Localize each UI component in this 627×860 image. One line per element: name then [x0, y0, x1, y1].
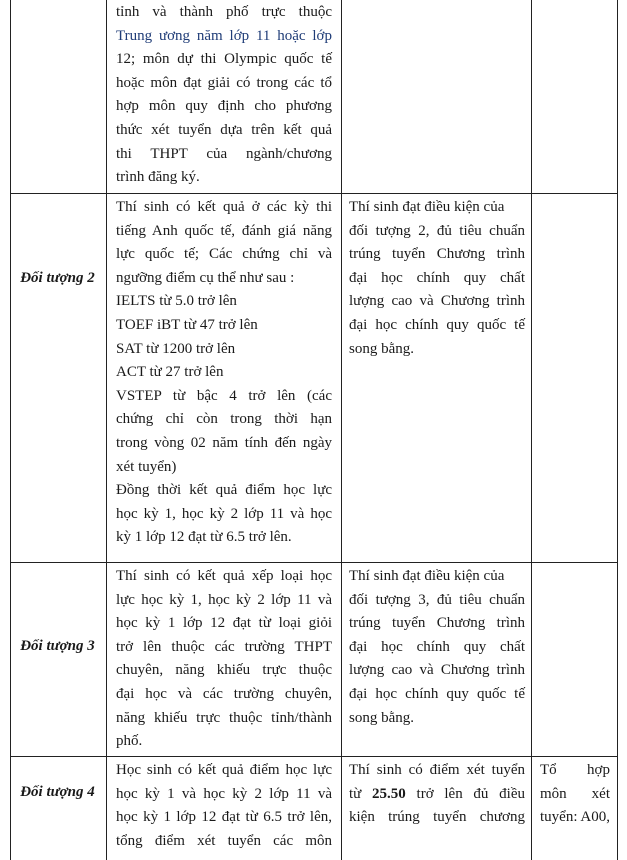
row1-criteria — [116, 1, 332, 190]
row-divider-3 — [10, 756, 617, 757]
row4-result — [349, 759, 525, 830]
table-border-col3 — [531, 0, 532, 860]
text-line: trình đăng ký. — [116, 169, 200, 186]
text-line: Học sinh có kết quả điểm học lực — [116, 762, 332, 778]
text-line: trở lên thuộc các trường THPT — [116, 638, 332, 655]
text-line: lực học kỳ 1, học kỳ 2 lớp 11 và — [116, 591, 332, 608]
text-line: IELTS từ 5.0 trở lên — [116, 293, 237, 310]
text-line: Tổ hợp — [540, 762, 610, 778]
text-line: đại học và các trường chuyên, — [116, 685, 332, 702]
row2-criteria — [116, 196, 332, 550]
text-line: môn xét — [540, 785, 610, 802]
text-line: học kỳ 1 và học kỳ 2 lớp 11 và — [116, 785, 332, 802]
text-line: trong vòng 02 năm tính đến ngày — [116, 434, 332, 451]
table-border-col1 — [106, 0, 107, 860]
text-line: TOEF iBT từ 47 trở lên — [116, 316, 258, 333]
row3-result — [349, 565, 525, 730]
row-label: Đối tượng 4 — [20, 784, 95, 800]
text-segment: trở lên đủ điều — [405, 785, 525, 802]
text-line: Trung ương năm lớp 11 hoặc lớp — [116, 27, 332, 44]
text-line: thức xét tuyển dựa trên kết quả — [116, 121, 332, 138]
text-line: tỉnh và thành phố trực thuộc — [116, 4, 332, 20]
row-label: Đối tượng 2 — [20, 270, 95, 286]
text-line: lực quốc tế; Các chứng chỉ và — [116, 246, 332, 263]
text-line: song bằng. — [349, 709, 414, 726]
text-line: xét tuyển) — [116, 458, 177, 475]
text-line: đại học chính quy quốc tế — [349, 316, 525, 333]
text-line: Thí sinh đạt điều kiện của — [349, 568, 505, 584]
text-line: tổng điểm xét tuyển các môn — [116, 832, 332, 849]
text-line: chuyên, năng khiếu trực thuộc — [116, 662, 332, 679]
row2-result — [349, 196, 525, 361]
text-line: Đồng thời kết quả điểm học lực — [116, 482, 332, 499]
text-line: ACT từ 27 trở lên — [116, 364, 224, 381]
text-line: lượng cao và Chương trình — [349, 662, 525, 679]
text-line: kiện trúng tuyển chương — [349, 809, 525, 826]
row4-criteria — [116, 759, 332, 853]
row-divider-2 — [10, 562, 617, 563]
text-line: SAT từ 1200 trở lên — [116, 340, 236, 357]
text-line: đối tượng 3, đủ tiêu chuẩn — [349, 591, 525, 608]
text-line: chứng chỉ còn trong thời hạn — [116, 411, 332, 428]
row-divider-1 — [10, 193, 617, 194]
text-line: đại học chính quy chất — [349, 638, 525, 655]
table-border-col2 — [341, 0, 342, 860]
text-line: song bằng. — [349, 340, 414, 357]
text-line: ngưỡng điểm cụ thể như sau : — [116, 269, 295, 286]
row3-criteria — [116, 565, 332, 754]
text-line: Thí sinh có điểm xét tuyển — [349, 762, 525, 778]
text-line: học kỳ 1, học kỳ 2 lớp 11 và học — [116, 505, 332, 522]
text-line: trúng tuyển Chương trình — [349, 246, 525, 263]
text-line: VSTEP từ bậc 4 trở lên (các — [116, 387, 332, 404]
text-line: đối tượng 2, đủ tiêu chuẩn — [349, 222, 525, 239]
text-line — [349, 783, 525, 807]
text-line: Thí sinh có kết quả ở các kỳ thi — [116, 199, 332, 215]
text-line: đại học chính quy quốc tế — [349, 685, 525, 702]
row4-subject-group — [540, 759, 610, 830]
text-line: hợp môn quy định cho phương — [116, 98, 332, 115]
text-segment: từ — [349, 785, 373, 802]
text-line: Thí sinh có kết quả xếp loại học — [116, 568, 332, 584]
text-line: năng khiếu trực thuộc tỉnh/thành — [116, 709, 332, 726]
text-line: phố. — [116, 733, 143, 750]
table-border-left — [10, 0, 11, 860]
text-line: kỳ 1 lớp 12 đạt từ 6.5 trở lên. — [116, 529, 292, 546]
text-line: đại học chính quy chất — [349, 269, 525, 286]
text-line: học kỳ 1 lớp 12 đạt từ 6.5 trở lên, — [116, 809, 332, 826]
text-line: hoặc môn đạt giải có trong các tổ — [116, 74, 332, 91]
text-line: 12; môn dự thi Olympic quốc tế — [116, 51, 332, 68]
text-line: tiếng Anh quốc tế, đánh giá năng — [116, 222, 332, 239]
text-line: thi THPT của ngành/chương — [116, 145, 332, 162]
text-line: lượng cao và Chương trình — [349, 293, 525, 310]
row-label: Đối tượng 3 — [20, 638, 95, 654]
table-border-right — [617, 0, 618, 860]
text-line: tuyển: A00, — [540, 809, 610, 826]
text-line: trúng tuyển Chương trình — [349, 615, 525, 632]
text-line: Thí sinh đạt điều kiện của — [349, 199, 505, 215]
text-line: học kỳ 1 lớp 12 đạt từ loại giỏi — [116, 615, 332, 632]
score-threshold: 25.50 — [372, 785, 406, 802]
